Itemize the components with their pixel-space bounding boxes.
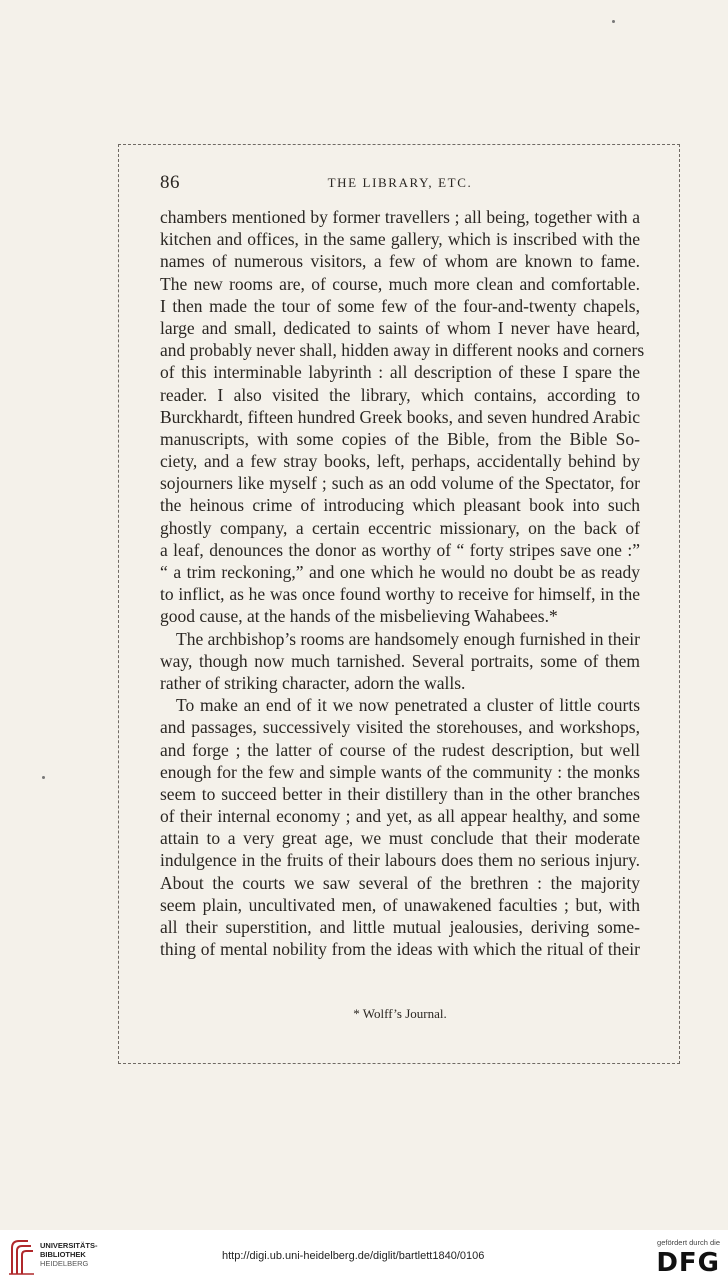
page-number: 86 xyxy=(160,172,180,193)
text-line: indulgence in the fruits of their labours does them no serious injury. xyxy=(160,850,640,871)
text-line: About the courts we saw several of the brethren : the majority xyxy=(160,872,640,893)
text-line: the heinous crime of introducing which pleasant book into such xyxy=(160,495,640,516)
text-line: Burckhardt, fifteen hundred Greek books, and seven hundred Arabic xyxy=(160,406,640,427)
text-line: of this interminable labyrinth : all description of these I spare the xyxy=(160,362,640,383)
text-line: rather of striking character, adorn the walls. xyxy=(160,672,466,693)
library-line-1: UNIVERSITÄTS- xyxy=(40,1241,98,1250)
university-library-name xyxy=(40,1241,98,1268)
text-line: names of numerous visitors, a few of whom are known to fame. xyxy=(160,251,640,272)
text-line: reader. I also visited the library, which contains, according to xyxy=(160,384,640,405)
text-line: chambers mentioned by former travellers ; all being, together with a xyxy=(160,207,640,227)
footnote: * Wolff’s Journal. xyxy=(353,1006,447,1021)
text-line: large and small, dedicated to saints of whom I never have heard, xyxy=(160,317,640,338)
text-line: all their superstition, and little mutual jealousies, deriving some- xyxy=(160,917,640,937)
text-line: of their internal economy ; and yet, as all appear healthy, and some xyxy=(160,806,640,827)
text-line: attain to a very great age, we must conclude that their moderate xyxy=(160,828,640,849)
text-line: and probably never shall, hidden away in different nooks and corners xyxy=(160,340,645,361)
university-library-logo-icon xyxy=(6,1238,36,1276)
library-line-2: BIBLIOTHEK xyxy=(40,1250,86,1259)
speck xyxy=(42,776,45,779)
text-line: way, though now much tarnished. Several portraits, some of them xyxy=(160,650,640,671)
running-head-title: THE LIBRARY, ETC. xyxy=(327,175,473,190)
text-line: thing of mental nobility from the ideas with which the ritual of their xyxy=(160,939,640,960)
permalink-url[interactable]: http://digi.ub.uni-heidelberg.de/diglit/bartlett1840/0106 xyxy=(222,1250,485,1262)
text-line: to inflict, as he was once found worthy to receive for himself, in the xyxy=(160,584,640,605)
funded-by-label: gefördert durch die xyxy=(657,1238,720,1247)
text-line: seem plain, uncultivated men, of unawakened faculties ; but, with xyxy=(160,894,640,915)
library-line-3: HEIDELBERG xyxy=(40,1259,89,1268)
text-line: ciety, and a few stray books, left, perhaps, accidentally behind by xyxy=(160,451,640,472)
text-line: To make an end of it we now penetrated a cluster of little courts xyxy=(176,695,640,716)
text-line: ghostly company, a certain eccentric missionary, on the back of xyxy=(160,517,640,538)
dfg-logo: DFG xyxy=(656,1248,720,1278)
running-head xyxy=(160,172,640,196)
text-line: manuscripts, with some copies of the Bible, from the Bible So- xyxy=(160,428,640,449)
speck xyxy=(612,20,615,23)
text-line: “ a trim reckoning,” and one which he would no doubt be as ready xyxy=(160,562,640,582)
text-line: enough for the few and simple wants of the community : the monks xyxy=(160,761,640,782)
text-line: kitchen and offices, in the same gallery, which is inscribed with the xyxy=(160,229,640,250)
text-line: sojourners like myself ; such as an odd volume of the Spectator, for xyxy=(160,473,640,494)
text-line: The archbishop’s rooms are handsomely enough furnished in their xyxy=(176,628,640,649)
text-line: The new rooms are, of course, much more clean and comfortable. xyxy=(160,273,640,294)
text-line: a leaf, denounces the donor as worthy of “ forty stripes save one :” xyxy=(160,539,640,560)
footer-bar xyxy=(0,1230,728,1282)
body-text xyxy=(160,206,645,960)
text-line: and passages, successively visited the storehouses, and workshops, xyxy=(160,717,640,738)
text-line: good cause, at the hands of the misbelieving Wahabees.* xyxy=(160,606,558,627)
text-line: and forge ; the latter of course of the rudest description, but well xyxy=(160,739,640,760)
text-line: seem to succeed better in their distillery than in the other branches xyxy=(160,783,640,804)
text-line: I then made the tour of some few of the four-and-twenty chapels, xyxy=(160,295,640,316)
